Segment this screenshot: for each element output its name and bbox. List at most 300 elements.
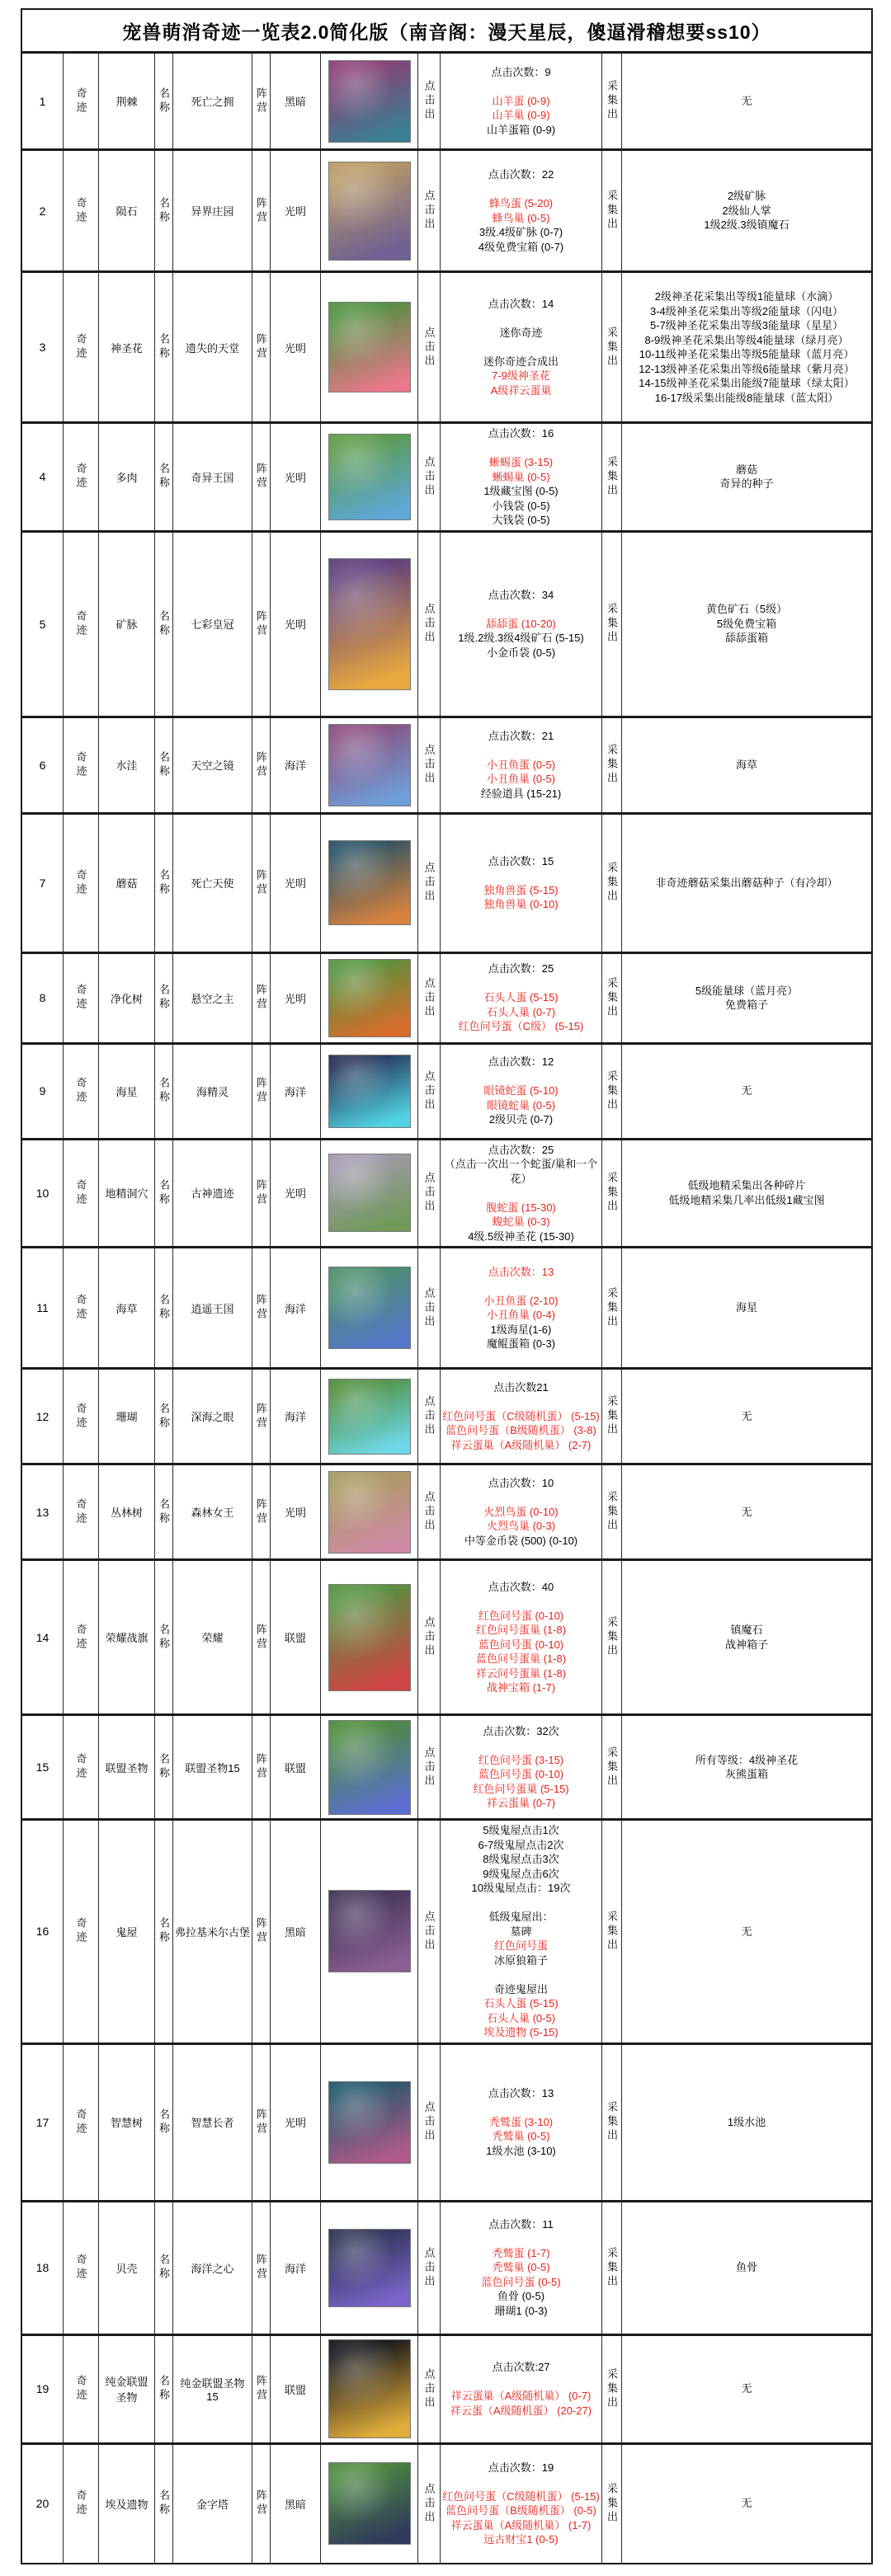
collect-output-label: 采集出 — [606, 326, 618, 369]
collect-output-label: 采集出 — [606, 862, 618, 904]
click-output-label: 点击出 — [422, 326, 436, 369]
click-drop-line: 点击次数：25 — [488, 1143, 554, 1156]
click-drop-line: 山羊蛋箱 (0-9) — [486, 123, 556, 136]
name-label-cell — [155, 54, 173, 148]
collect-output-cell — [622, 1821, 871, 2042]
miracle-name-cell — [99, 1140, 155, 1247]
click-output-cell — [441, 2202, 602, 2334]
miracle-title-cell — [173, 1140, 252, 1247]
miracle-title: 森林女王 — [191, 1507, 234, 1519]
click-label-cell — [418, 1716, 441, 1818]
collect-drop-line: 2级矿脉 — [727, 190, 766, 203]
name-label-cell — [155, 2202, 173, 2334]
click-label-cell — [418, 1370, 441, 1463]
name-label-cell — [155, 273, 173, 421]
click-label-cell — [418, 2445, 441, 2563]
miracle-title-cell — [173, 1045, 252, 1138]
collect-label-cell — [602, 815, 622, 952]
collect-output-cell — [622, 954, 871, 1042]
click-drop-line: 小丑鱼蛋 (2-10) — [483, 1294, 559, 1307]
image-cell — [321, 815, 418, 952]
miracle-name: 矿脉 — [116, 618, 138, 631]
faction-label: 阵营 — [255, 1623, 267, 1652]
collect-output-label: 采集出 — [606, 2482, 618, 2525]
image-cell — [321, 273, 418, 421]
faction-label-cell — [252, 954, 271, 1042]
collect-output-label: 采集出 — [606, 190, 618, 232]
table-row — [22, 424, 871, 533]
collect-output-label: 采集出 — [606, 1616, 618, 1658]
table-row — [22, 151, 871, 273]
collect-label-cell — [602, 1821, 622, 2042]
collect-output-label: 采集出 — [606, 1172, 618, 1215]
category-label: 奇迹 — [74, 2375, 87, 2403]
name-label-cell — [155, 2045, 173, 2200]
miracle-image — [328, 434, 411, 520]
click-drop-line: 红色问号蛋巢 (5-15) — [473, 1782, 569, 1795]
faction-label: 阵营 — [255, 2108, 267, 2136]
row-index: 8 — [39, 991, 46, 1004]
click-drop-line: 魔鲲蛋箱 (0-3) — [486, 1337, 556, 1350]
click-output-cell — [441, 954, 602, 1042]
click-output-label: 点击出 — [422, 1069, 436, 1112]
click-drop-line: 蝮蛇巢 (0-3) — [492, 1215, 550, 1228]
faction-label-cell — [252, 1821, 271, 2042]
click-output-label: 点击出 — [422, 744, 436, 786]
click-drop-line — [442, 1896, 600, 1911]
miracle-title: 弗拉基米尔古堡 — [175, 1925, 251, 1939]
faction-cell — [271, 424, 321, 530]
collect-drop-line: 免费箱子 — [724, 999, 768, 1011]
miracle-name: 荣耀战旗 — [105, 1632, 148, 1644]
category-label: 奇迹 — [74, 750, 87, 779]
click-output-label: 点击出 — [422, 1746, 436, 1789]
collect-drop-line: 5级能量球（蓝月亮） — [695, 984, 799, 997]
name-label-cell — [155, 2445, 173, 2563]
click-drop-line: 点击次数：19 — [488, 2461, 554, 2474]
faction-value: 光明 — [284, 877, 306, 890]
miracle-name: 珊瑚 — [116, 1411, 138, 1423]
category-label: 奇迹 — [74, 1497, 87, 1526]
miracle-title: 遗失的天堂 — [185, 341, 239, 355]
faction-value: 黑暗 — [284, 96, 306, 108]
row-index: 15 — [35, 1760, 50, 1774]
miracle-name-cell — [99, 718, 155, 812]
click-drop-line: 山羊巢 (0-9) — [492, 109, 550, 122]
category-label: 奇迹 — [74, 196, 87, 225]
collect-label-cell — [602, 151, 622, 270]
click-label-cell — [418, 815, 441, 952]
faction-value: 光明 — [284, 2117, 306, 2129]
click-output-cell — [441, 2336, 602, 2442]
faction-value: 光明 — [284, 618, 306, 631]
faction-cell — [271, 954, 321, 1042]
row-index: 17 — [35, 2115, 50, 2129]
click-drop-line: 中等金币袋 (500) (0-10) — [464, 1534, 578, 1547]
collect-output-cell — [622, 1370, 871, 1463]
click-drop-line: 点击次数：14 — [488, 297, 554, 310]
name-label: 名称 — [158, 1077, 170, 1105]
faction-value: 光明 — [284, 341, 306, 355]
faction-cell — [271, 1465, 321, 1558]
click-output-cell — [441, 54, 602, 148]
collect-label-cell — [602, 954, 622, 1042]
category-cell — [64, 2045, 99, 2200]
collect-output-label: 采集出 — [606, 1910, 618, 1953]
image-cell — [321, 954, 418, 1042]
miracle-name-cell — [99, 424, 155, 530]
click-drop-line: 大钱袋 (0-5) — [492, 514, 550, 526]
click-output-label: 点击出 — [422, 2367, 436, 2410]
click-drop-line: 墓碑 — [510, 1925, 532, 1938]
collect-label-cell — [602, 54, 622, 148]
click-drop-line: 蜥蜴巢 (0-5) — [492, 470, 550, 483]
click-drop-line — [442, 743, 600, 758]
faction-label: 阵营 — [255, 87, 267, 115]
name-label-cell — [155, 1045, 173, 1138]
click-drop-line: 点击次数：25 — [488, 962, 554, 975]
click-drop-line: 小丑鱼蛋 (0-5) — [486, 758, 556, 771]
table-row — [22, 1561, 871, 1716]
collect-drop-line: 2级仙人掌 — [722, 204, 771, 217]
row-index-cell — [22, 2336, 64, 2442]
row-index: 14 — [35, 1630, 50, 1644]
miracle-name-cell — [99, 54, 155, 148]
name-label-cell — [155, 815, 173, 952]
row-index: 4 — [39, 470, 46, 484]
miracle-name: 纯金联盟圣物 — [105, 2376, 148, 2404]
click-label-cell — [418, 533, 441, 716]
faction-value: 光明 — [284, 1507, 306, 1519]
row-index-cell — [22, 1370, 64, 1463]
miracle-image — [328, 1720, 411, 1815]
collect-drop-line: 低级地精采集几率出低级1藏宝图 — [668, 1193, 825, 1206]
collect-drop-line: 无 — [741, 1084, 752, 1098]
table-row — [22, 1370, 871, 1465]
miracle-title-cell — [173, 2202, 252, 2334]
category-cell — [64, 2445, 99, 2563]
faction-label-cell — [252, 273, 271, 421]
name-label-cell — [155, 954, 173, 1042]
miracle-name-cell — [99, 1045, 155, 1138]
miracle-image — [328, 724, 411, 806]
faction-value: 海洋 — [284, 1302, 306, 1315]
click-drop-line: 蓝色问号蛋巢 (1-8) — [475, 1652, 567, 1665]
click-drop-line: 点击次数：13 — [488, 2086, 554, 2099]
collect-label-cell — [602, 2202, 622, 2334]
image-cell — [321, 2445, 418, 2563]
page-title: 宠兽萌消奇迹一览表2.0简化版（南音阁：漫天星辰，傻逼滑稽想要ss10） — [22, 10, 871, 54]
faction-value: 海洋 — [284, 1085, 306, 1098]
click-drop-line: 4级免费宝箱 (0-7) — [478, 240, 564, 253]
collect-output-cell — [622, 533, 871, 716]
name-label: 名称 — [158, 87, 170, 115]
category-label: 奇迹 — [74, 984, 87, 1012]
category-label: 奇迹 — [74, 1623, 87, 1652]
miracle-image — [328, 1471, 411, 1554]
category-cell — [64, 718, 99, 812]
faction-label-cell — [252, 1716, 271, 1818]
table-row — [22, 2045, 871, 2202]
click-drop-line — [442, 311, 600, 326]
miracle-title-cell — [173, 151, 252, 270]
miracle-table-sheet — [21, 8, 873, 2564]
click-drop-line: 眼镜蛇巢 (0-5) — [486, 1098, 556, 1112]
table-row — [22, 2202, 871, 2336]
click-drop-line: 秃鹫巢 (0-5) — [492, 2130, 550, 2143]
miracle-title: 荣耀 — [201, 1632, 224, 1644]
click-drop-line: 点击次数：40 — [488, 1580, 554, 1593]
miracle-image — [328, 959, 411, 1037]
miracle-name: 蘑菇 — [116, 877, 138, 890]
faction-cell — [271, 273, 321, 421]
category-cell — [64, 1140, 99, 1247]
name-label: 名称 — [158, 1294, 170, 1322]
click-output-cell — [441, 815, 602, 952]
category-cell — [64, 1821, 99, 2042]
image-cell — [321, 2202, 418, 2334]
faction-label: 阵营 — [255, 1294, 267, 1322]
faction-label-cell — [252, 718, 271, 812]
table-row — [22, 2336, 871, 2445]
click-output-label: 点击出 — [422, 1286, 436, 1329]
click-drop-line: 点击次数：34 — [488, 588, 554, 601]
miracle-name-cell — [99, 1821, 155, 2042]
click-drop-line — [442, 976, 600, 991]
collect-output-cell — [622, 1045, 871, 1138]
click-drop-line: 7-9级神圣花 — [492, 369, 550, 383]
row-index: 9 — [39, 1084, 46, 1098]
row-index-cell — [22, 2202, 64, 2334]
image-cell — [321, 1140, 418, 1247]
click-output-cell — [441, 424, 602, 530]
miracle-title-cell — [173, 424, 252, 530]
collect-drop-line: 海草 — [735, 758, 757, 771]
collect-drop-line: 8-9级神圣花采集出等级4能量球（绿月亮） — [644, 333, 849, 346]
faction-label-cell — [252, 815, 271, 952]
collect-output-cell — [622, 1248, 871, 1367]
name-label: 名称 — [158, 750, 170, 779]
click-drop-line: 红色问号蛋巢 (1-8) — [475, 1624, 567, 1636]
click-output-label: 点击出 — [422, 603, 436, 645]
click-drop-line — [442, 868, 600, 883]
collect-output-cell — [622, 2445, 871, 2563]
click-drop-line — [442, 2231, 600, 2246]
category-label: 奇迹 — [74, 2254, 87, 2282]
collect-drop-line: 非奇迹蘑菇采集出蘑菇种子（有冷却） — [655, 876, 838, 889]
collect-output-label: 采集出 — [606, 455, 618, 498]
click-drop-line: 蓝色问号蛋（B级随机蛋） (3-8) — [446, 1424, 596, 1437]
faction-label: 阵营 — [255, 2375, 267, 2403]
click-drop-line: 8级鬼屋点击3次 — [483, 1853, 559, 1865]
collect-drop-line: 镇魔石 — [730, 1624, 763, 1636]
faction-label: 阵营 — [255, 1178, 267, 1207]
miracle-name: 联盟圣物 — [105, 1761, 148, 1775]
collect-output-label: 采集出 — [606, 603, 618, 645]
click-drop-line — [442, 2100, 600, 2115]
image-cell — [321, 54, 418, 148]
click-drop-line: 冰原狼箱子 — [493, 1953, 548, 1967]
table-row — [22, 2445, 871, 2563]
row-index-cell — [22, 954, 64, 1042]
category-label: 奇迹 — [74, 87, 87, 115]
collect-label-cell — [602, 533, 622, 716]
click-drop-line: 鱼骨 (0-5) — [497, 2290, 545, 2303]
miracle-image — [328, 840, 411, 925]
table-row — [22, 1045, 871, 1140]
faction-value: 海洋 — [284, 1411, 306, 1423]
collect-output-cell — [622, 2336, 871, 2442]
faction-label: 阵营 — [255, 1753, 267, 1781]
miracle-title: 悬空之主 — [191, 992, 234, 1005]
click-drop-line: 蜥蜴蛋 (3-15) — [488, 456, 554, 468]
collect-drop-line: 无 — [741, 1505, 752, 1518]
click-output-label: 点击出 — [422, 2101, 436, 2143]
name-label: 名称 — [158, 1623, 170, 1652]
name-label-cell — [155, 1248, 173, 1367]
click-output-label: 点击出 — [422, 1395, 436, 1437]
row-index-cell — [22, 151, 64, 270]
click-output-label: 点击出 — [422, 455, 436, 498]
click-label-cell — [418, 1248, 441, 1367]
row-index: 6 — [39, 758, 46, 772]
faction-value: 光明 — [284, 471, 306, 484]
click-drop-line: 埃及遗物 (5-15) — [483, 2026, 559, 2038]
click-drop-line: 5级鬼屋点击1次 — [483, 1824, 559, 1836]
click-drop-line: 祥云蛋巢 (0-7) — [486, 1797, 556, 1809]
click-output-label: 点击出 — [422, 2482, 436, 2525]
category-label: 奇迹 — [74, 2489, 87, 2517]
miracle-name: 陨石 — [116, 205, 138, 218]
click-drop-line: 石头人巢 (0-7) — [486, 1005, 556, 1018]
name-label: 名称 — [158, 1753, 170, 1781]
name-label: 名称 — [158, 1917, 170, 1946]
faction-cell — [271, 54, 321, 148]
table-body — [22, 54, 871, 2563]
miracle-name: 智慧树 — [110, 2117, 143, 2129]
miracle-image — [328, 60, 411, 143]
click-drop-line: 迷你奇迹合成出 — [483, 355, 559, 368]
collect-output-label: 采集出 — [606, 1491, 618, 1533]
collect-output-label: 采集出 — [606, 80, 618, 122]
faction-cell — [271, 2336, 321, 2442]
click-drop-line: 点击次数:27 — [492, 2361, 550, 2373]
faction-cell — [271, 1140, 321, 1247]
click-output-label: 点击出 — [422, 976, 436, 1019]
faction-label-cell — [252, 2336, 271, 2442]
table-row — [22, 954, 871, 1045]
faction-label: 阵营 — [255, 1402, 267, 1431]
miracle-name: 海星 — [116, 1085, 138, 1098]
collect-output-cell — [622, 1140, 871, 1247]
click-drop-line: 点击次数：32次 — [483, 1724, 559, 1737]
faction-label-cell — [252, 2045, 271, 2200]
name-label-cell — [155, 1716, 173, 1818]
miracle-image — [328, 2081, 411, 2164]
collect-output-cell — [622, 273, 871, 421]
click-drop-line — [442, 602, 600, 617]
miracle-name: 水洼 — [116, 759, 138, 772]
collect-drop-line: 战神箱子 — [724, 1638, 768, 1651]
row-index: 18 — [35, 2261, 50, 2274]
image-cell — [321, 1716, 418, 1818]
row-index: 10 — [35, 1186, 50, 1200]
collect-drop-line: 无 — [741, 2497, 752, 2510]
faction-cell — [271, 2202, 321, 2334]
miracle-name: 埃及遗物 — [105, 2498, 148, 2511]
collect-drop-line: 灰熊蛋箱 — [724, 1768, 768, 1780]
faction-cell — [271, 1045, 321, 1138]
click-drop-line: 石头人蛋 (5-15) — [483, 991, 559, 1004]
click-drop-line: 点击次数：16 — [488, 427, 554, 440]
collect-label-cell — [602, 718, 622, 812]
miracle-image — [328, 1154, 411, 1232]
click-drop-line: 1级水池 (3-10) — [486, 2144, 556, 2157]
faction-label: 阵营 — [255, 609, 267, 638]
click-drop-line — [442, 2475, 600, 2489]
miracle-name-cell — [99, 1716, 155, 1818]
category-cell — [64, 954, 99, 1042]
miracle-title-cell — [173, 2336, 252, 2442]
click-output-cell — [441, 273, 602, 421]
click-drop-line: 祥云问号蛋巢 (1-8) — [475, 1666, 567, 1680]
faction-label: 阵营 — [255, 2489, 267, 2517]
category-cell — [64, 151, 99, 270]
faction-label: 阵营 — [255, 333, 267, 361]
image-cell — [321, 151, 418, 270]
category-cell — [64, 533, 99, 716]
faction-cell — [271, 718, 321, 812]
faction-label-cell — [252, 1140, 271, 1247]
miracle-name-cell — [99, 954, 155, 1042]
collect-drop-line: 16-17级采集出能级8能量球（蓝太阳） — [654, 391, 839, 404]
click-output-cell — [441, 1370, 602, 1463]
collect-output-label: 采集出 — [606, 744, 618, 786]
collect-label-cell — [602, 1370, 622, 1463]
faction-cell — [271, 151, 321, 270]
miracle-name: 海草 — [116, 1302, 138, 1315]
click-drop-line: 祥云蛋（A级随机蛋） (20-27) — [450, 2404, 592, 2417]
collect-drop-line: 舔舔蛋箱 — [724, 632, 768, 645]
faction-label-cell — [252, 1248, 271, 1367]
category-cell — [64, 815, 99, 952]
click-output-label: 点击出 — [422, 190, 436, 232]
faction-value: 光明 — [284, 992, 306, 1005]
collect-drop-line: 5级免费宝箱 — [716, 617, 777, 630]
click-drop-line: 远古财宝1 (0-5) — [483, 2533, 559, 2545]
miracle-table — [21, 8, 873, 2564]
collect-label-cell — [602, 273, 622, 421]
row-index-cell — [22, 54, 64, 148]
name-label-cell — [155, 533, 173, 716]
name-label: 名称 — [158, 2489, 170, 2517]
click-output-label: 点击出 — [422, 80, 436, 122]
collect-drop-line: 无 — [741, 1925, 752, 1938]
category-cell — [64, 1561, 99, 1713]
click-output-cell — [441, 1821, 602, 2042]
click-drop-line: 10级鬼屋点击：19次 — [471, 1882, 571, 1894]
image-cell — [321, 533, 418, 716]
miracle-title-cell — [173, 1465, 252, 1558]
miracle-title-cell — [173, 273, 252, 421]
image-cell — [321, 424, 418, 530]
faction-value: 联盟 — [284, 1761, 306, 1775]
row-index-cell — [22, 424, 64, 530]
click-output-cell — [441, 151, 602, 270]
click-drop-line: 1级海星(1-6) — [490, 1323, 552, 1336]
click-output-label: 点击出 — [422, 1910, 436, 1953]
click-drop-line: 经验道具 (15-21) — [480, 787, 562, 800]
